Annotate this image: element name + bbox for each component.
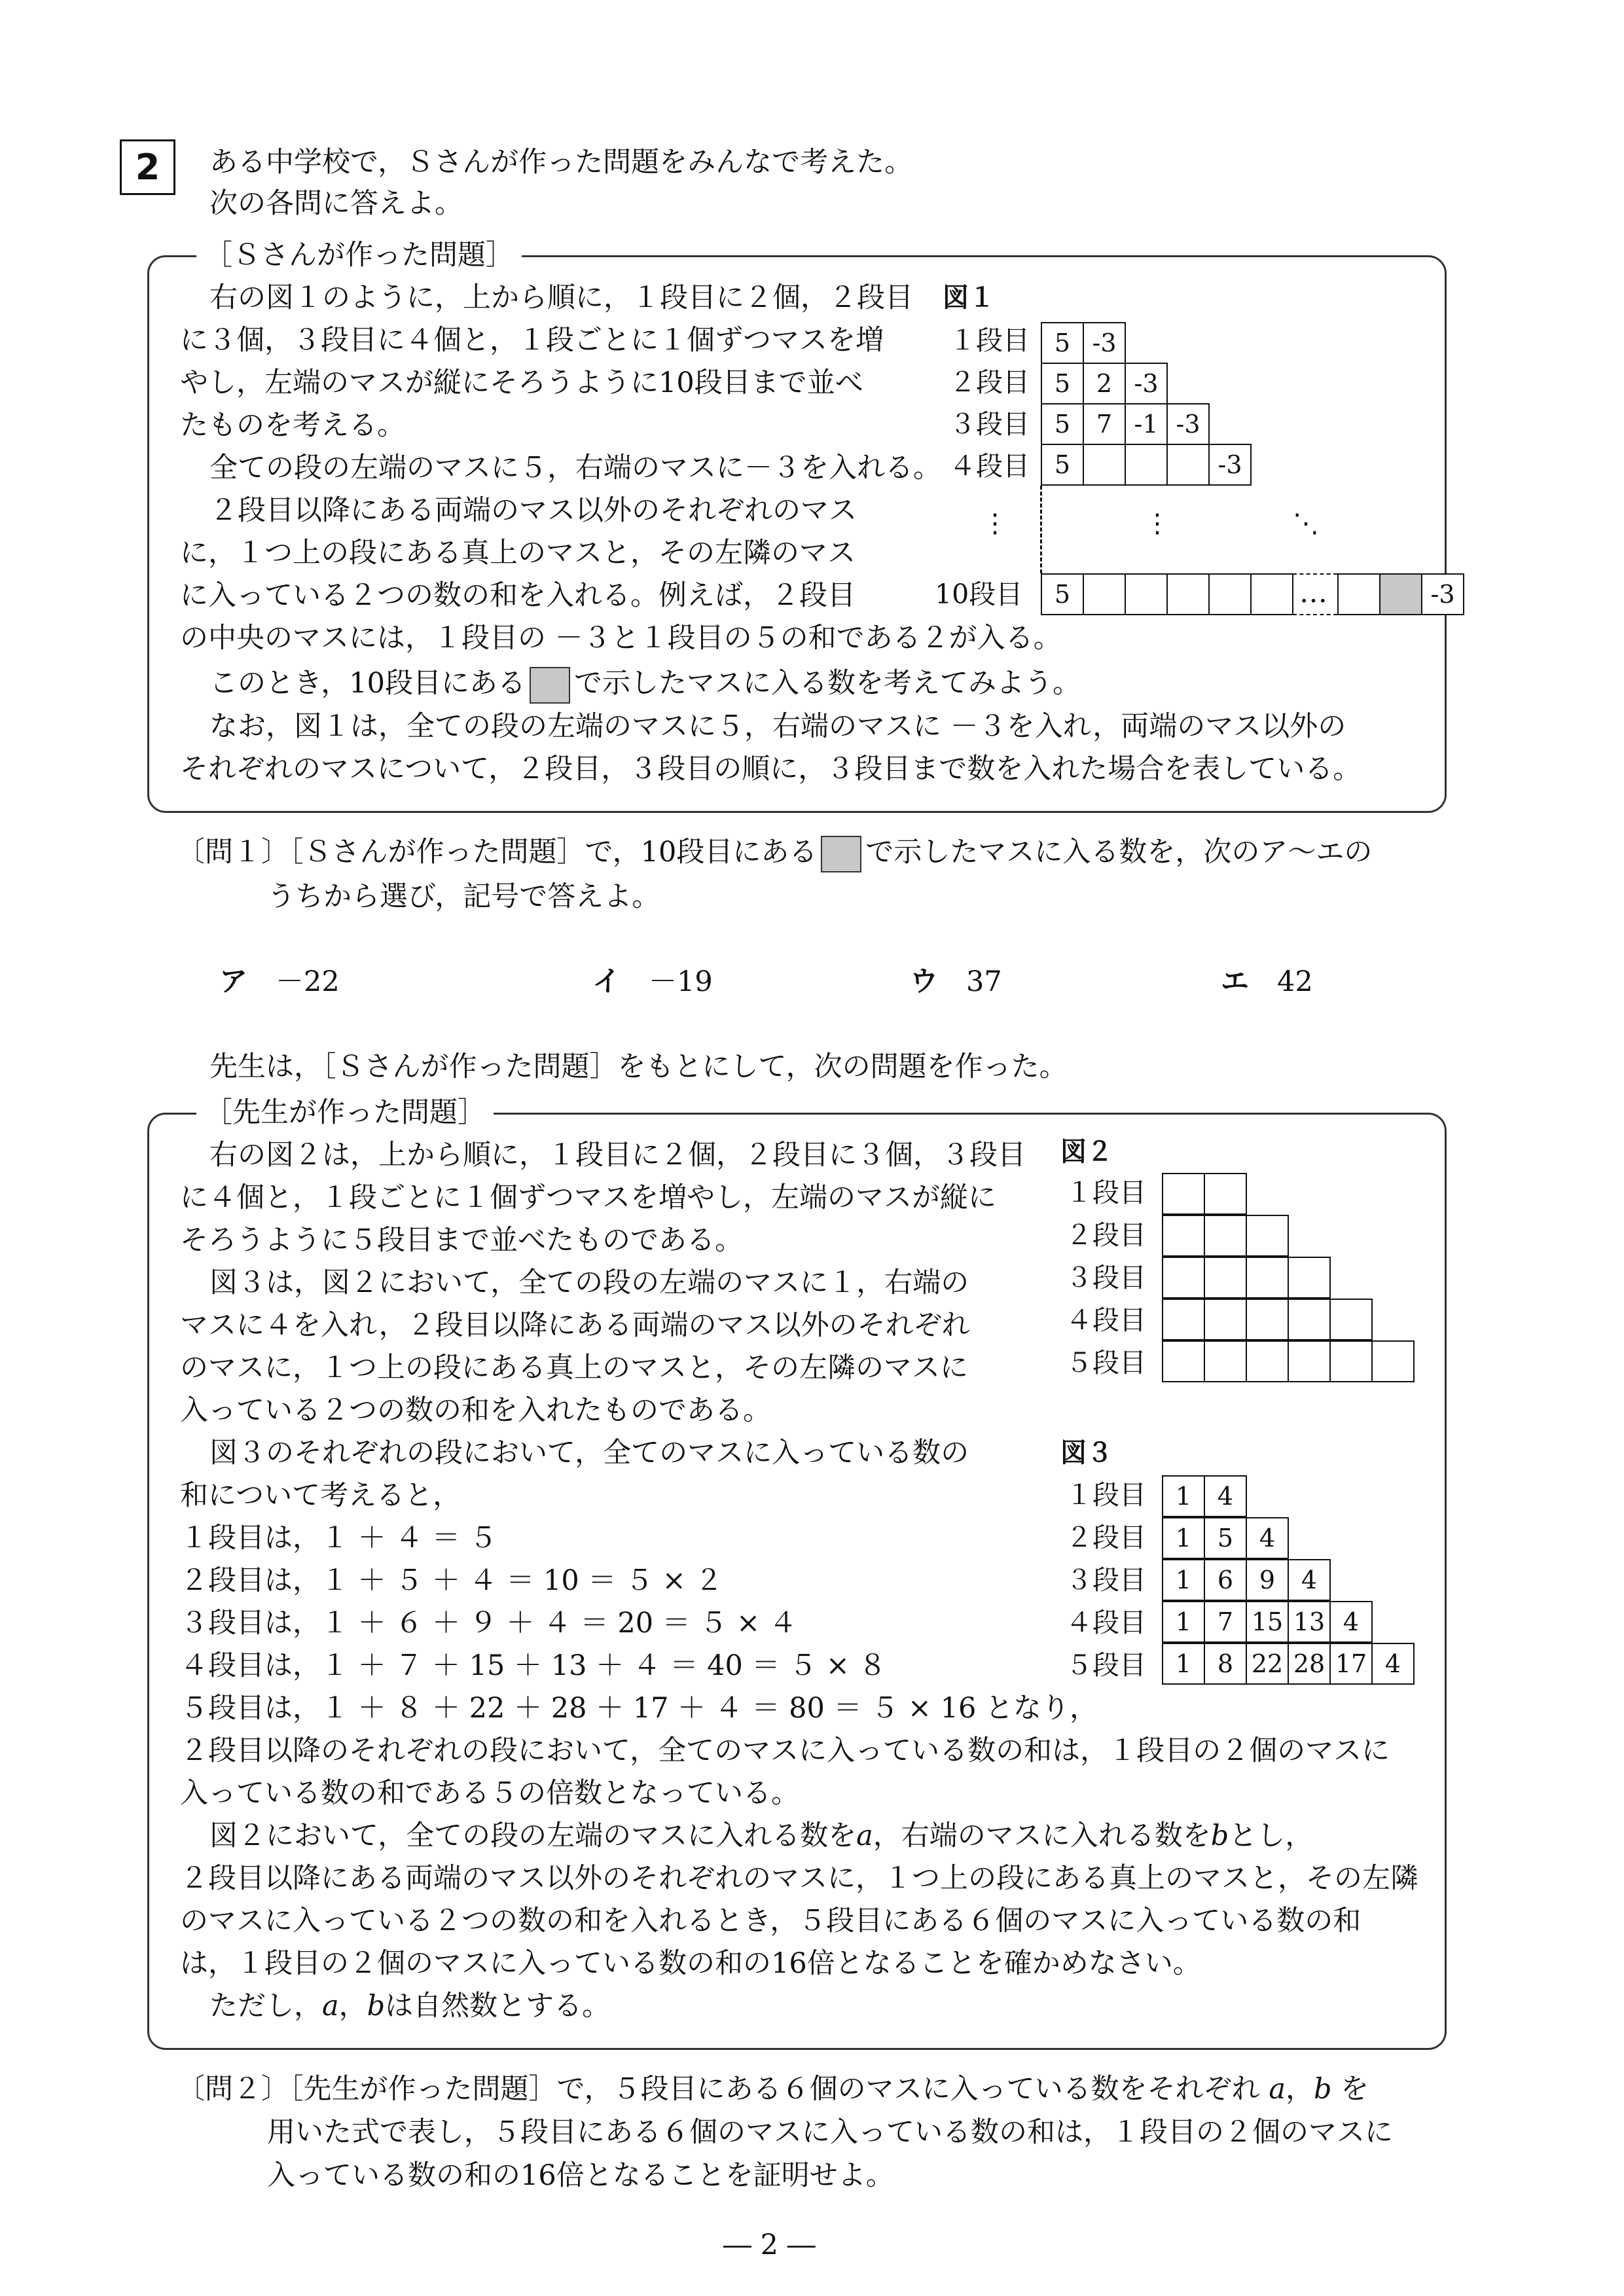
fig3-row-label-4: ４段目	[1066, 1607, 1146, 1638]
fig1-cell: 5	[1041, 363, 1084, 404]
tada-sep: ，	[338, 1990, 367, 2022]
var-a: a	[1269, 2073, 1286, 2106]
fig2-cell	[1162, 1173, 1205, 1215]
question-number-box: 2	[120, 139, 175, 195]
fig1-title: 図１	[943, 283, 995, 313]
q2-line-2: 用いた式で表し，５段目にある６個のマスに入っている数の和は，１段目の２個のマスに	[267, 2116, 1393, 2149]
fig3-cell: 4	[1288, 1559, 1331, 1601]
fig1-gray-cell	[1379, 573, 1422, 615]
fig2-row-label-5: ５段目	[1066, 1347, 1146, 1378]
fig3-cell: 5	[1204, 1517, 1247, 1559]
fig1-cell: 2	[1083, 363, 1126, 404]
fig2-cell	[1288, 1299, 1331, 1340]
t-line-3: そろうように５段目まで並べたものである。	[180, 1224, 743, 1257]
fig1-cell: 5	[1041, 403, 1084, 445]
fig1-row-label-3: ３段目	[949, 408, 1030, 440]
fig3-cell: 28	[1288, 1643, 1331, 1685]
t-line-18: ２段目以降にある両端のマス以外のそれぞれのマスに，１つ上の段にある真上のマスと，その左隣	[180, 1862, 1418, 1895]
fig1-cell-empty	[1083, 573, 1126, 615]
fig2-cell	[1329, 1299, 1373, 1340]
fig2-cell	[1371, 1340, 1415, 1382]
fig2-row-label-4: ４段目	[1066, 1304, 1146, 1336]
fig1-row-label-4: ４段目	[949, 450, 1030, 482]
t-line-1: 右の図２は，上から順に，１段目に２個，２段目に３個，３段目	[209, 1139, 1026, 1172]
t-line-11: ２段目は，１ ＋ ５ ＋ ４ ＝ 10 ＝ ５ × ２	[180, 1564, 723, 1597]
t-line-17	[209, 1816, 1313, 1856]
q1-text-b: で示したマスに入る数を，次のア～エの	[865, 836, 1373, 869]
fig2-cell	[1204, 1299, 1247, 1340]
choice-u	[910, 962, 1002, 1001]
fig2-cell	[1162, 1299, 1205, 1340]
q2-line-3: 入っている数の和の16倍となることを証明せよ。	[267, 2159, 894, 2192]
gray-square-icon	[821, 836, 861, 872]
fig1-cell: 5	[1041, 573, 1084, 615]
var-a: a	[322, 1990, 339, 2022]
fig3-cell: 1	[1162, 1601, 1205, 1643]
fig1-row-label-1: １段目	[949, 325, 1030, 356]
fig3-cell: 22	[1246, 1643, 1289, 1685]
fig1-cell: -1	[1125, 403, 1168, 445]
t-line-9: 和について考えると，	[180, 1479, 461, 1512]
fig3-row-label-1: １段目	[1066, 1479, 1146, 1511]
page-number: ― 2 ―	[723, 2229, 816, 2261]
fig2-cell	[1246, 1340, 1289, 1382]
t-line-7: 入っている２つの数の和を入れたものである。	[180, 1394, 771, 1427]
fig1-cell: -3	[1083, 322, 1126, 364]
fig3-cell: 1	[1162, 1559, 1205, 1601]
tada-text-a: ただし，	[209, 1990, 322, 2022]
q2-text-1b: を	[1341, 2073, 1369, 2106]
fig1-cell-empty	[1337, 573, 1380, 615]
fig2-cell	[1162, 1340, 1205, 1382]
fig3-cell: 6	[1204, 1559, 1247, 1601]
s-problem-label: ［Ｓさんが作った問題］	[196, 236, 522, 275]
s-problem-line-4: たものを考える。	[180, 409, 405, 442]
fig1-dashed-bottom	[1293, 614, 1337, 615]
choice-mark: イ	[592, 965, 621, 998]
fig1-cell	[1166, 444, 1210, 486]
fig2-cell	[1246, 1257, 1289, 1299]
choice-value: －19	[649, 965, 713, 998]
fig1-cell: 5	[1041, 444, 1084, 486]
fig1-cell-empty	[1208, 573, 1252, 615]
fig1-cell	[1083, 444, 1126, 486]
fig1-ddots: ⋱	[1293, 509, 1319, 539]
teacher-intro: 先生は，［Ｓさんが作った問題］をもとにして，次の問題を作った。	[209, 1050, 1068, 1083]
q2-text-1a: ［先生が作った問題］で，５段目にある６個のマスに入っている数をそれぞれ	[289, 2073, 1260, 2106]
fig3-row-label-3: ３段目	[1066, 1564, 1146, 1596]
s-problem-line-7: に，１つ上の段にある真上のマスと，その左隣のマス	[180, 537, 856, 569]
s-problem-line-nao-1: なお，図１は，全ての段の左端のマスに５，右端のマスに －３を入れ，両端のマス以外の	[209, 710, 1346, 743]
intro-line-1: ある中学校で，Ｓさんが作った問題をみんなで考えた。	[209, 146, 913, 179]
fig2-row-label-2: ２段目	[1066, 1219, 1146, 1251]
fig3-cell: 9	[1246, 1559, 1289, 1601]
fig1-row-label-10: 10段目	[935, 579, 1023, 610]
choice-e	[1221, 962, 1313, 1001]
s-problem-line-9: の中央のマスには，１段目の －３と１段目の５の和である２が入る。	[180, 622, 1062, 655]
fig3-cell: 4	[1246, 1517, 1289, 1559]
tada-text-b: は自然数とする。	[385, 1990, 611, 2022]
fig2-cell	[1329, 1340, 1373, 1382]
fig1-cell-empty	[1125, 573, 1168, 615]
choice-mark: ア	[219, 965, 247, 998]
t-line-14: ５段目は，１ ＋ ８ ＋ 22 ＋ 28 ＋ 17 ＋ ４ ＝ 80 ＝ ５ × 16 となり，	[180, 1692, 1098, 1725]
choice-a	[219, 962, 340, 1001]
t-line-10: １段目は，１ ＋ ４ ＝ ５	[180, 1522, 497, 1554]
q1-line-2: うちから選び，記号で答えよ。	[267, 880, 660, 913]
fig3-cell: 4	[1204, 1475, 1247, 1517]
kono-text-b: で示したマスに入る数を考えてみよう。	[574, 667, 1081, 700]
fig3-cell: 13	[1288, 1601, 1331, 1643]
fig1-cell	[1125, 444, 1168, 486]
fig2-title: 図２	[1060, 1137, 1113, 1167]
fig1-vdots-mid: ⋮	[1144, 509, 1170, 539]
s-problem-line-kono	[209, 664, 1081, 704]
ab-text-1a: 図２において，全ての段の左端のマスに入れる数を	[209, 1820, 857, 1852]
fig1-cell: -3	[1125, 363, 1168, 404]
choice-value: 42	[1277, 965, 1313, 998]
fig1-cell: -3	[1421, 573, 1464, 615]
fig3-cell: 4	[1329, 1601, 1373, 1643]
fig1-row-label-2: ２段目	[949, 367, 1030, 398]
fig2-row-label-3: ３段目	[1066, 1262, 1146, 1293]
s-problem-line-5: 全ての段の左端のマスに５，右端のマスに－３を入れる。	[209, 452, 941, 484]
fig2-cell	[1162, 1215, 1205, 1257]
fig1-vdots-left: ⋮	[982, 509, 1008, 539]
t-line-8: 図３のそれぞれの段において，全てのマスに入っている数の	[209, 1437, 969, 1469]
t-problem-label: ［先生が作った問題］	[196, 1093, 494, 1132]
q2-line-1: 〔問２〕［先生が作った問題］で，５段目にある６個のマスに入っている数をそれぞれ a，b を	[177, 2073, 1369, 2106]
fig1-ellipsis: …	[1299, 577, 1327, 609]
s-problem-line-3: やし，左端のマスが縦にそろうように10段目まで並べ	[180, 367, 863, 399]
s-problem-line-1: 右の図１のように，上から順に，１段目に２個，２段目	[209, 281, 913, 314]
fig2-cell	[1204, 1215, 1247, 1257]
fig2-cell	[1288, 1257, 1331, 1299]
fig3-cell: 7	[1204, 1601, 1247, 1643]
fig3-cell: 4	[1371, 1643, 1415, 1685]
intro-line-2: 次の各問に答えよ。	[209, 187, 463, 220]
q1-text-a: ［Ｓさんが作った問題］で，10段目にある	[289, 836, 818, 869]
var-b: b	[1313, 2073, 1332, 2106]
t-line-20: は，１段目の２個のマスに入っている数の和の16倍となることを確かめなさい。	[180, 1947, 1201, 1980]
fig2-cell	[1288, 1340, 1331, 1382]
choice-value: 37	[966, 965, 1002, 998]
fig3-row-label-5: ５段目	[1066, 1649, 1146, 1681]
fig3-cell: 1	[1162, 1475, 1205, 1517]
kono-text-a: このとき，10段目にある	[209, 667, 526, 700]
s-problem-line-nao-2: それぞれのマスについて，２段目，３段目の順に，３段目まで数を入れた場合を表している。	[180, 753, 1362, 785]
fig1-cell: -3	[1166, 403, 1210, 445]
var-b: b	[367, 1990, 386, 2022]
fig1-cell-empty	[1250, 573, 1293, 615]
fig2-cell	[1162, 1257, 1205, 1299]
s-problem-line-2: に３個，３段目に４個と，１段ごとに１個ずつマスを増	[180, 324, 884, 357]
fig1-cell-empty	[1166, 573, 1210, 615]
fig3-title: 図３	[1060, 1438, 1113, 1468]
t-line-4: 図３は，図２において，全ての段の左端のマスに１，右端の	[209, 1266, 969, 1299]
t-line-12: ３段目は，１ ＋ ６ ＋ ９ ＋ ４ ＝ 20 ＝ ５ × ４	[180, 1607, 797, 1640]
choice-i	[592, 962, 713, 1001]
s-problem-line-8: に入っている２つの数の和を入れる。例えば，２段目	[180, 579, 856, 612]
t-line-2: に４個と，１段ごとに１個ずつマスを増やし，左端のマスが縦に	[180, 1181, 996, 1214]
fig2-cell	[1204, 1257, 1247, 1299]
fig2-cell	[1246, 1299, 1289, 1340]
ab-text-1c: とし，	[1229, 1820, 1314, 1852]
fig3-cell: 8	[1204, 1643, 1247, 1685]
t-line-13: ４段目は，１ ＋ ７ ＋ 15 ＋ 13 ＋ ４ ＝ 40 ＝ ５ × ８	[180, 1649, 887, 1682]
fig3-cell: 15	[1246, 1601, 1289, 1643]
t-line-19: のマスに入っている２つの数の和を入れるとき，５段目にある６個のマスに入っている数の和	[180, 1905, 1362, 1937]
fig3-cell: 1	[1162, 1643, 1205, 1685]
choice-mark: ウ	[910, 965, 938, 998]
fig1-cell: 5	[1041, 322, 1084, 364]
var-a: a	[856, 1820, 873, 1852]
fig2-cell	[1246, 1215, 1289, 1257]
ab-text-1b: ，右端のマスに入れる数を	[873, 1820, 1211, 1852]
fig1-cell: -3	[1208, 444, 1252, 486]
s-problem-line-6: ２段目以降にある両端のマス以外のそれぞれのマス	[209, 494, 857, 527]
var-b: b	[1210, 1820, 1229, 1852]
t-line-21	[209, 1986, 610, 2026]
fig3-cell: 1	[1162, 1517, 1205, 1559]
gray-square-icon	[530, 667, 570, 704]
t-line-15: ２段目以降のそれぞれの段において，全てのマスに入っている数の和は，１段目の２個のマスに	[180, 1734, 1390, 1767]
t-line-16: 入っている数の和である５の倍数となっている。	[180, 1777, 799, 1810]
q1-line-1	[177, 833, 1372, 872]
fig3-cell: 17	[1329, 1643, 1373, 1685]
fig2-cell	[1204, 1173, 1247, 1215]
q2-label: 〔問２〕	[177, 2073, 289, 2106]
fig1-dashed-line	[1040, 486, 1042, 573]
choice-value: －22	[276, 965, 340, 998]
fig2-cell	[1204, 1340, 1247, 1382]
q1-label: 〔問１〕	[177, 836, 289, 869]
fig2-row-label-1: １段目	[1066, 1177, 1146, 1208]
fig1-cell: 7	[1083, 403, 1126, 445]
t-line-5: マスに４を入れ，２段目以降にある両端のマス以外のそれぞれ	[180, 1309, 970, 1342]
t-line-6: のマスに，１つ上の段にある真上のマスと，その左隣のマスに	[180, 1352, 968, 1384]
choice-mark: エ	[1221, 965, 1249, 998]
fig3-row-label-2: ２段目	[1066, 1522, 1146, 1553]
